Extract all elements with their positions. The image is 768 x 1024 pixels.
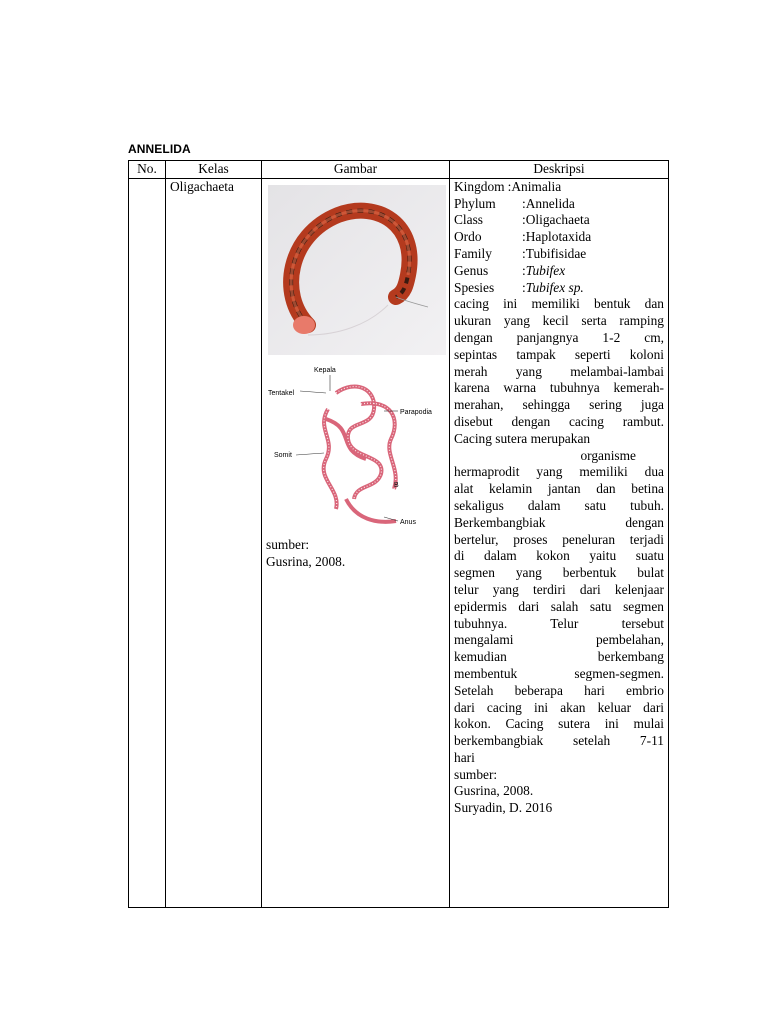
description-line: berkembangbiak setelah 7-11 [454,733,664,749]
description-line: sekaligus dalam satu tubuh. [454,497,664,513]
header-deskripsi: Deskripsi [450,161,669,179]
taxonomy-row [454,280,664,297]
worm-photo [268,185,446,355]
label-somit: Somit [274,451,292,459]
description-line: kokon. Cacing sutera ini mulai [454,716,664,732]
section-title: ANNELIDA [128,142,191,156]
taxonomy-key: Ordo [454,229,482,245]
taxonomy-row [454,246,664,263]
taxonomy-value: Haplotaxida [525,229,592,245]
description-line: merah yang melambai-lambai [454,363,664,379]
description-text [454,296,664,766]
annelida-table [128,160,669,908]
taxonomy-row [454,179,664,196]
label-parapodia: Parapodia [400,408,432,416]
description-line: dengan panjangnya 1-2 cm, [454,329,664,345]
cell-no [129,178,166,907]
cell-gambar [262,178,450,907]
label-b: B [394,481,399,489]
description-line: Cacing sutera merupakan [454,430,591,446]
taxonomy-row [454,196,664,213]
image-source [266,537,445,571]
header-gambar: Gambar [262,161,450,179]
label-tentakel: Tentakel [268,389,295,397]
worm-diagram [266,359,446,533]
description-line: hermaprodit yang memiliki dua [454,464,664,480]
description-line: telur yang terdiri dari kelenjaar [454,581,664,597]
description-line: disebut dengan cacing rambut. [454,413,664,429]
label-anus: Anus [400,518,416,526]
description-line: Setelah beberapa hari embrio [454,682,664,698]
description-line: tubuhnya. Telur tersebut [454,615,664,631]
taxonomy-sep: : [522,262,526,278]
table-row [129,178,669,907]
description-source-line: sumber: [454,766,498,782]
taxonomy-sep: : [507,178,512,194]
header-no: No. [129,161,166,179]
description-source-line: Gusrina, 2008. [454,783,534,799]
cell-deskripsi [450,178,669,907]
description-line: bertelur, proses peneluran terjadi [454,531,664,547]
image-source-line: sumber: [266,536,310,552]
description-line: epidermis dari salah satu segmen [454,598,664,614]
description-sources [454,767,664,817]
taxonomy-row [454,229,664,246]
taxonomy-key: Class [454,212,484,228]
taxonomy-row [454,212,664,229]
description-line: cacing ini memiliki bentuk dan [454,296,664,312]
taxonomy-sep: : [522,279,526,295]
taxonomy-sep: : [522,229,526,245]
description-line: sepintas tampak seperti koloni [454,346,664,362]
description-source-line: Suryadin, D. 2016 [454,800,553,816]
table-header-row [129,161,669,179]
description-line: kemudian berkembang [454,649,664,665]
description-line: karena warna tubuhnya kemerah- [454,380,664,396]
description-line: organisme [580,447,636,463]
description-line: Berkembangbiak dengan [454,514,664,530]
taxonomy-list [454,179,664,297]
header-kelas: Kelas [166,161,262,179]
description-line: dari cacing ini akan keluar dari [454,699,664,715]
taxonomy-value: Animalia [511,178,562,194]
taxonomy-key: Family [454,245,492,261]
description-line: merahan, sehingga sering juga [454,397,664,413]
taxonomy-key: Genus [454,262,489,278]
taxonomy-sep: : [522,195,526,211]
taxonomy-value: Oligachaeta [525,212,590,228]
taxonomy-key: Phylum [454,195,496,211]
taxonomy-sep: : [522,245,526,261]
description-line: hari [454,749,475,765]
taxonomy-value: Tubifex [525,262,566,278]
taxonomy-sep: : [522,212,526,228]
label-kepala: Kepala [314,366,336,374]
description-line: di dalam kokon yaitu suatu [454,548,664,564]
taxonomy-key: Kingdom [454,178,505,194]
taxonomy-row [454,263,664,280]
description-line: membentuk segmen-segmen. [454,665,664,681]
cell-kelas: Oligachaeta [166,178,262,907]
description-line: ukuran yang kecil serta ramping [454,313,664,329]
taxonomy-key: Spesies [454,279,495,295]
taxonomy-value: Tubifex sp. [525,279,584,295]
description-line: mengalami pembelahan, [454,632,664,648]
taxonomy-value: Tubifisidae [525,245,587,261]
description-line: alat kelamin jantan dan betina [454,481,664,497]
taxonomy-value: Annelida [525,195,575,211]
image-source-line: Gusrina, 2008. [266,553,346,569]
description-line: segmen yang berbentuk bulat [454,565,664,581]
